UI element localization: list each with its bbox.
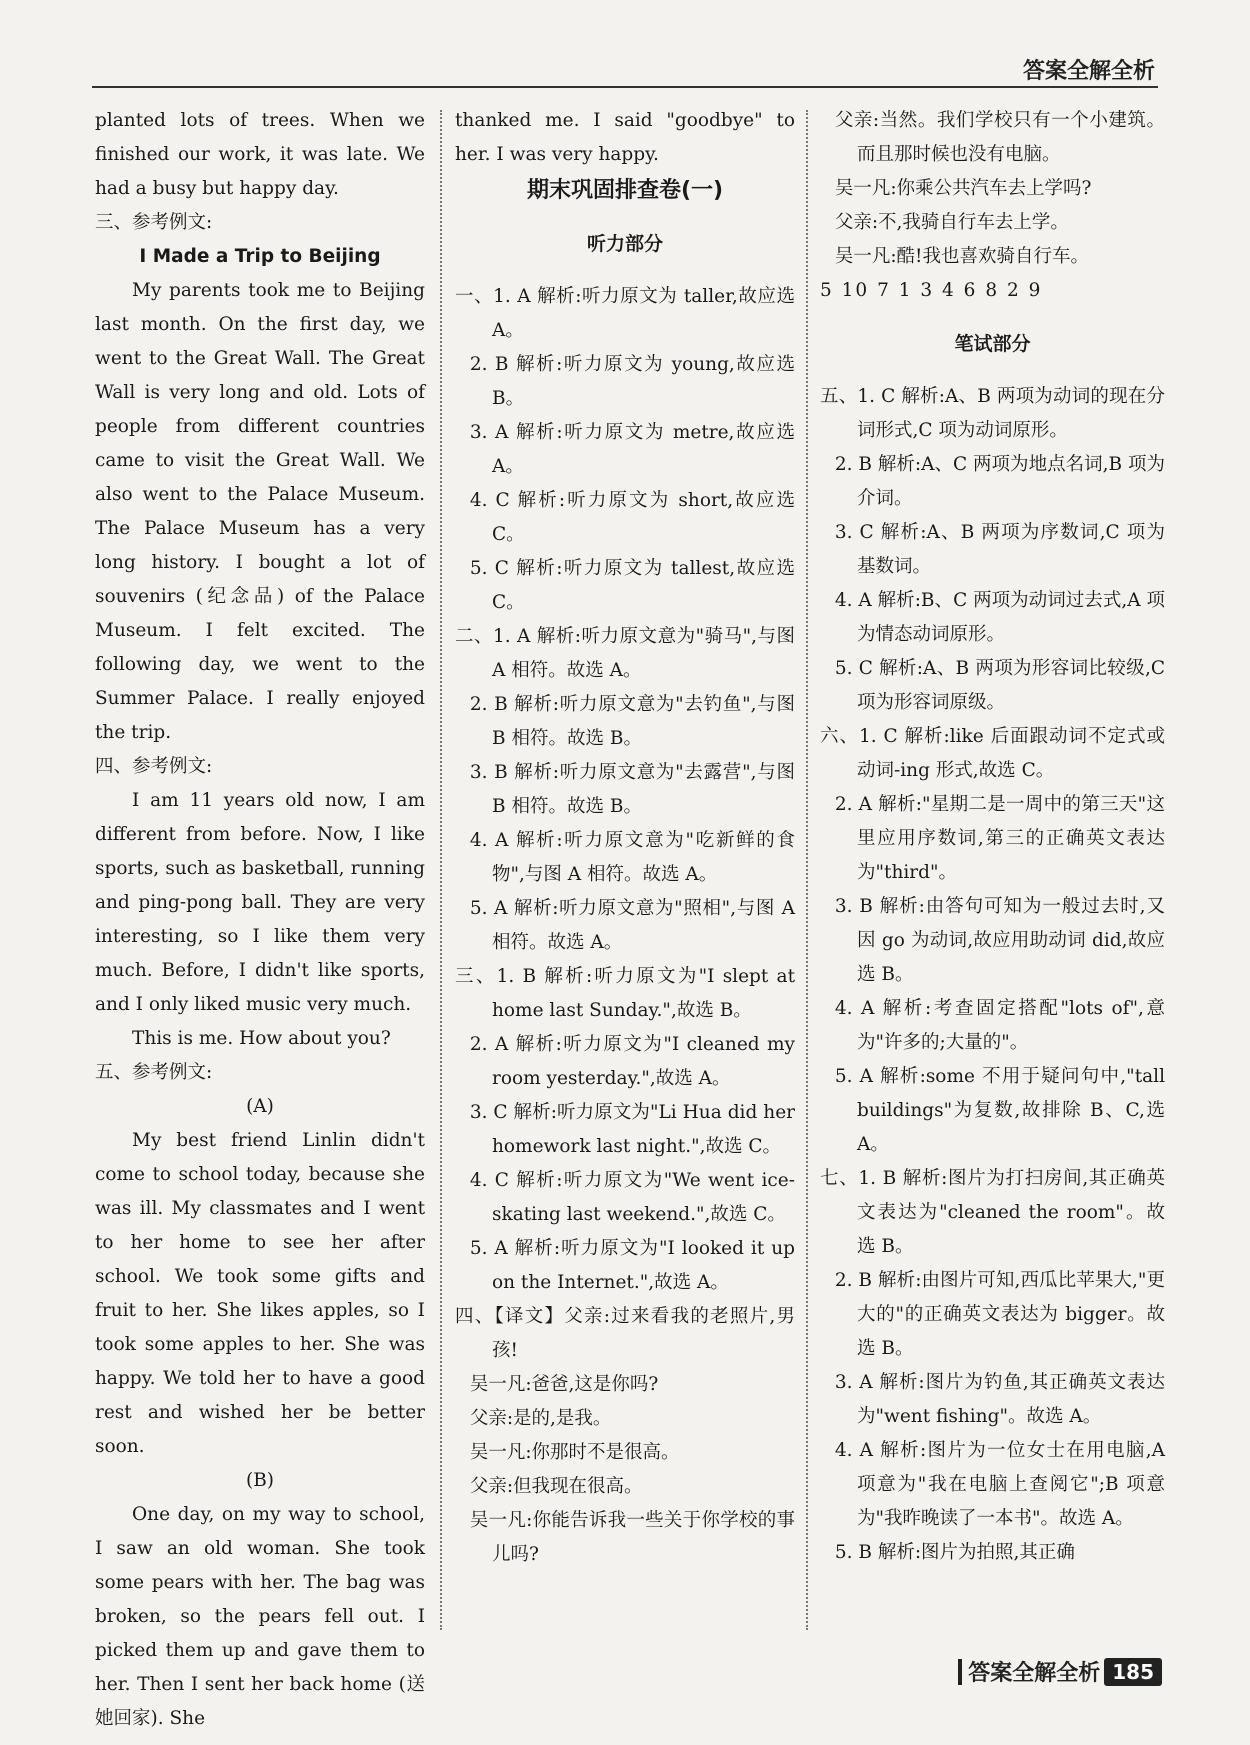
paragraph: My best friend Linlin didn't come to school today, because she was ill. My classmates and I went to her home to see her after school. We took some gifts and fruit to her. She likes apples, so I took some apples to her. She was happy. We told her to have a good rest and wished her be better soon. [95,1130,425,1457]
paragraph: I am 11 years old now, I am different from before. Now, I like sports, such as basketball, running and ping-pong ball. They are very interesting, so I like them very much. Before, I didn't like sports, and I only liked music very much. [95,790,425,1015]
answer-item: 3. B 解析:听力原文意为"去露营",与图 B 相符。故选 B。 [469,762,795,817]
answer-item: 5. B 解析:图片为拍照,其正确 [834,1542,1075,1563]
answer-item: 2. A 解析:"星期二是一周中的第三天"这里应用序数词,第三的正确英文表达为"third"。 [834,794,1165,883]
dialogue-line: 吴一凡:你乘公共汽车去上学吗? [834,178,1092,199]
answer-item: 2. B 解析:由图片可知,西瓜比苹果大,"更大的"的正确英文表达为 bigger。故选 B。 [834,1270,1165,1359]
section-heading: 四、参考例文: [95,756,213,777]
paragraph: planted lots of trees. When we finished our work, it was late. We had a busy but happy day. [95,110,425,199]
answer-item: 七、1. B 解析:图片为打扫房间,其正确英文表达为"cleaned the room"。故选 B。 [820,1168,1165,1257]
paragraph: This is me. How about you? [132,1028,391,1049]
answer-item: 3. C 解析:A、B 两项为序数词,C 项为基数词。 [834,522,1165,577]
label-b: (B) [245,1470,275,1491]
dialogue-line: 吴一凡:酷!我也喜欢骑自行车。 [834,246,1089,267]
answer-item: 3. A 解析:图片为钓鱼,其正确英文表达为"went fishing"。故选 A。 [834,1372,1165,1427]
header-rule [92,86,1158,88]
answer-item: 2. A 解析:听力原文为"I cleaned my room yesterday.",故选 A。 [469,1034,795,1089]
answer-item: 三、1. B 解析:听力原文为"I slept at home last Sunday.",故选 B。 [455,966,795,1021]
section-title-listening: 听力部分 [586,233,663,255]
footer-bar [958,1659,962,1685]
answer-item: 3. B 解析:由答句可知为一般过去时,又因 go 为动词,故应用助动词 did,故应选 B。 [834,896,1165,985]
answer-item: 五、1. C 解析:A、B 两项为动词的现在分词形式,C 项为动词原形。 [820,386,1165,441]
header-title: 答案全解全析 [1022,59,1155,84]
order-answer: 5 10 7 1 3 4 6 8 2 9 [820,280,1043,301]
answer-item: 3. C 解析:听力原文为"Li Hua did her homework last night.",故选 C。 [469,1102,795,1157]
middle-column [455,104,795,1572]
section-heading: 五、参考例文: [95,1062,213,1083]
answer-item: 2. B 解析:听力原文为 young,故应选 B。 [469,354,795,409]
label-a: (A) [246,1096,274,1117]
answer-item: 二、1. A 解析:听力原文意为"骑马",与图 A 相符。故选 A。 [455,626,795,681]
left-column [95,104,425,1736]
dialogue-line: 父亲:但我现在很高。 [469,1476,643,1497]
dialogue-line: 吴一凡:你那时不是很高。 [469,1442,680,1463]
exam-title: 期末巩固排查卷(一) [526,178,724,203]
section-title-written: 笔试部分 [954,333,1031,355]
answer-item: 5. A 解析:some 不用于疑问句中,"tall buildings"为复数,故排除 B、C,选 A。 [834,1066,1165,1155]
dialogue-line: 父亲:不,我骑自行车去上学。 [834,212,1069,233]
answer-item: 2. B 解析:A、C 两项为地点名词,B 项为介词。 [834,454,1165,509]
answer-item: 5. C 解析:A、B 两项为形容词比较级,C 项为形容词原级。 [834,658,1165,713]
section-heading: 三、参考例文: [95,212,213,233]
footer-label: 答案全解全析 [968,1661,1101,1686]
answer-item: 4. A 解析:考查固定搭配"lots of",意为"许多的;大量的"。 [834,998,1165,1053]
right-column [820,104,1165,1570]
paragraph: One day, on my way to school, I saw an old woman. She took some pears with her. The bag was broken, so the pears fell out. I picked them up and gave them to her. Then I sent her back home (送她回家). She [95,1504,425,1729]
answer-item: 2. B 解析:听力原文意为"去钓鱼",与图 B 相符。故选 B。 [469,694,795,749]
page-number: 185 [1104,1658,1162,1686]
answer-item: 3. A 解析:听力原文为 metre,故应选 A。 [469,422,795,477]
column-divider-left [440,110,442,1630]
answer-item: 5. A 解析:听力原文为"I looked it up on the Internet.",故选 A。 [469,1238,795,1293]
dialogue-line: 吴一凡:爸爸,这是你吗? [469,1374,659,1395]
dialogue-line: 父亲:当然。我们学校只有一个小建筑。而且那时候也没有电脑。 [834,110,1165,165]
answer-item: 4. C 解析:听力原文为"We went ice-skating last weekend.",故选 C。 [469,1170,795,1225]
answer-item: 4. A 解析:听力原文意为"吃新鲜的食物",与图 A 相符。故选 A。 [469,830,795,885]
answer-item: 5. C 解析:听力原文为 tallest,故应选 C。 [469,558,795,613]
essay-title: I Made a Trip to Beijing [139,246,381,267]
answer-item: 一、1. A 解析:听力原文为 taller,故应选 A。 [455,286,795,341]
answer-item: 4. A 解析:图片为一位女士在用电脑,A 项意为"我在电脑上查阅它";B 项意为"我昨晚读了一本书"。故选 A。 [834,1440,1165,1529]
paragraph: My parents took me to Beijing last month. On the first day, we went to the Great Wall. The Great Wall is very long and old. Lots of people from different countries came to visit the Great Wall. We also went to the Palace Museum. The Palace Museum has a very long history. I bought a lot of souvenirs (纪念品) of the Palace Museum. I felt excited. The following day, we went to the Summer Palace. I really enjoyed the trip. [95,280,425,743]
answer-item: 六、1. C 解析:like 后面跟动词不定式或动词-ing 形式,故选 C。 [820,726,1165,781]
dialogue-line: 吴一凡:你能告诉我一些关于你学校的事儿吗? [469,1510,795,1565]
answer-item: 5. A 解析:听力原文意为"照相",与图 A 相符。故选 A。 [469,898,795,953]
translation-heading: 四、【译文】父亲:过来看我的老照片,男孩! [455,1306,795,1361]
answer-item: 4. C 解析:听力原文为 short,故应选 C。 [469,490,795,545]
paragraph: thanked me. I said "goodbye" to her. I was very happy. [455,110,795,165]
column-divider-right [806,110,808,1630]
answer-item: 4. A 解析:B、C 两项为动词过去式,A 项为情态动词原形。 [834,590,1165,645]
dialogue-line: 父亲:是的,是我。 [469,1408,612,1429]
footer [958,1656,1162,1687]
